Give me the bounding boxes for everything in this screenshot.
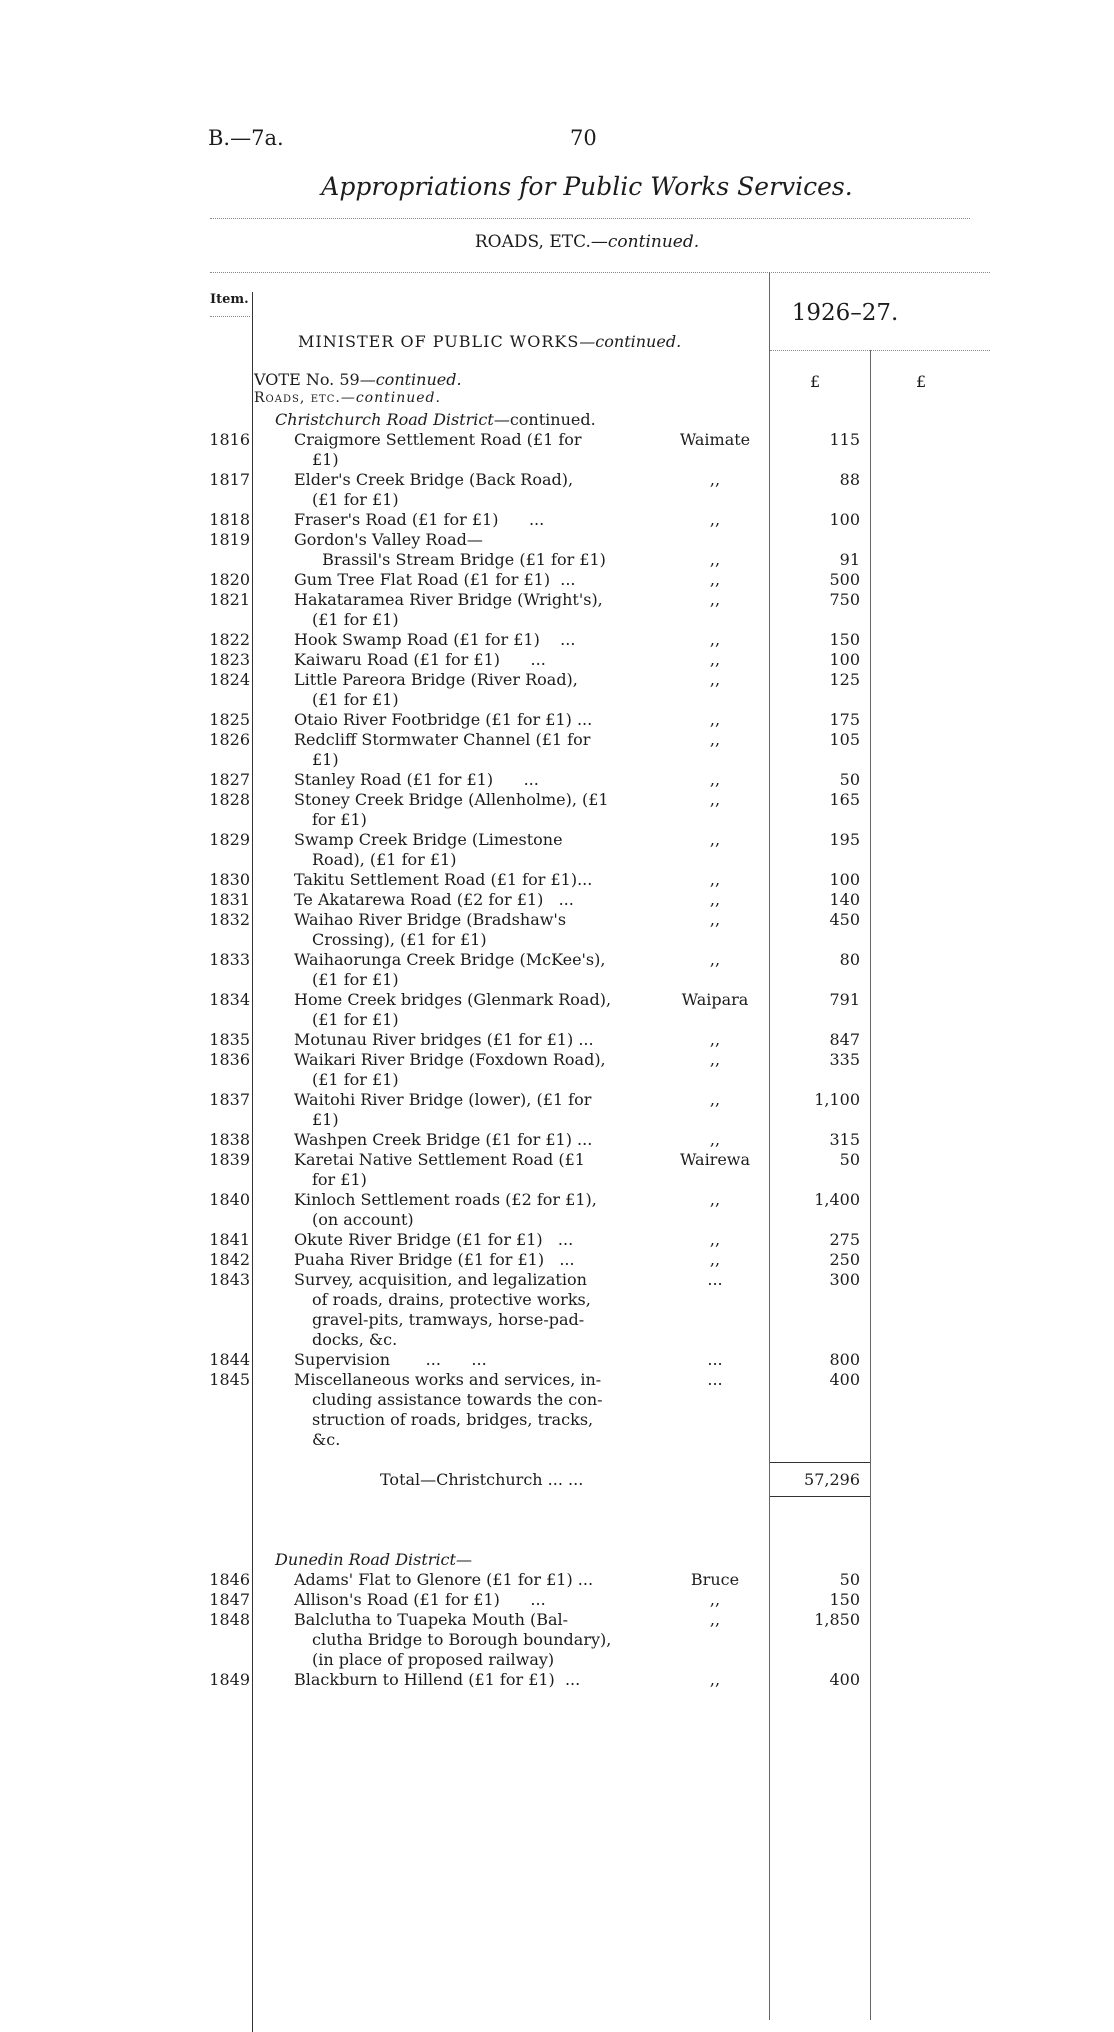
item-amount: 1,850 <box>814 1610 860 1629</box>
item-amount: 500 <box>829 570 860 589</box>
item-description <box>294 990 634 1030</box>
item-description <box>294 790 634 830</box>
item-amount: 100 <box>829 650 860 669</box>
item-locality: ,, <box>709 770 721 789</box>
item-number: 1826 <box>209 730 250 749</box>
item-number: 1845 <box>209 1370 250 1389</box>
description-line: Craigmore Settlement Road (£1 for <box>294 430 582 449</box>
description-line: Elder's Creek Bridge (Back Road), <box>294 470 574 489</box>
description-line: (£1 for £1) <box>312 610 399 629</box>
item-description <box>294 890 634 910</box>
item-description <box>294 910 634 950</box>
description-line: £1) <box>312 450 339 469</box>
item-locality: ,, <box>709 730 721 749</box>
item-number: 1829 <box>209 830 250 849</box>
total-top-rule <box>770 1462 870 1463</box>
description-line: Brassil's Stream Bridge (£1 for £1) <box>312 550 606 569</box>
section-heading-label: ROADS, ETC. <box>474 232 591 252</box>
page-title: Appropriations for Public Works Services. <box>321 172 853 201</box>
item-number: 1818 <box>209 510 250 529</box>
item-description <box>294 1230 634 1250</box>
description-line: clutha Bridge to Borough boundary), <box>312 1630 612 1649</box>
description-line: Allison's Road (£1 for £1) ... <box>294 1590 546 1609</box>
minister-label: MINISTER OF PUBLIC WORKS <box>298 332 580 351</box>
item-description <box>294 430 634 470</box>
item-locality: ,, <box>709 1250 721 1269</box>
description-line: for £1) <box>312 810 367 829</box>
item-locality: ,, <box>709 950 721 969</box>
description-line: Little Pareora Bridge (River Road), <box>294 670 578 689</box>
vote-label: VOTE No. 59 <box>254 370 360 389</box>
item-amount: 50 <box>839 1570 860 1589</box>
item-locality: ,, <box>709 1050 721 1069</box>
description-line: Kinloch Settlement roads (£2 for £1), <box>294 1190 597 1209</box>
item-description <box>294 710 634 730</box>
item-number: 1848 <box>209 1610 250 1629</box>
description-line: Waihaorunga Creek Bridge (McKee's), <box>294 950 606 969</box>
item-locality: ,, <box>709 870 721 889</box>
description-line: Balclutha to Tuapeka Mouth (Bal- <box>294 1610 569 1629</box>
item-amount: 88 <box>839 470 860 489</box>
item-description <box>294 1670 634 1690</box>
item-amount: 100 <box>829 510 860 529</box>
total-amount: 57,296 <box>804 1470 860 1489</box>
item-number: 1842 <box>209 1250 250 1269</box>
item-number: 1825 <box>209 710 250 729</box>
district-heading-dunedin <box>275 1550 472 1569</box>
item-number: 1823 <box>209 650 250 669</box>
item-amount: 335 <box>829 1050 860 1069</box>
item-amount: 125 <box>829 670 860 689</box>
item-amount: 791 <box>829 990 860 1009</box>
item-locality: Bruce <box>690 1570 740 1589</box>
item-locality: ,, <box>709 670 721 689</box>
roads-heading <box>254 390 441 406</box>
item-number: 1820 <box>209 570 250 589</box>
page-number: 70 <box>570 126 597 150</box>
description-line: Survey, acquisition, and legalization <box>294 1270 587 1289</box>
total-label: Total—Christchurch ... ... <box>380 1470 584 1489</box>
description-line: docks, &c. <box>312 1330 398 1349</box>
item-locality: ,, <box>709 1030 721 1049</box>
item-description <box>294 570 634 590</box>
item-description <box>294 510 634 530</box>
item-number: 1832 <box>209 910 250 929</box>
pound-unit-1: £ <box>810 372 821 391</box>
district-name: Christchurch Road District <box>275 410 494 429</box>
description-line: Motunau River bridges (£1 for £1) ... <box>294 1030 594 1049</box>
item-number: 1836 <box>209 1050 250 1069</box>
district-suffix: —continued. <box>493 410 596 429</box>
amount-column-divider <box>870 350 871 2020</box>
item-amount: 750 <box>829 590 860 609</box>
item-locality: ,, <box>709 1590 721 1609</box>
description-line: £1) <box>312 750 339 769</box>
item-locality: ... <box>707 1270 723 1289</box>
item-amount: 100 <box>829 870 860 889</box>
item-description <box>294 590 634 630</box>
item-amount: 847 <box>829 1030 860 1049</box>
item-amount: 400 <box>829 1670 860 1689</box>
item-amount: 1,100 <box>814 1090 860 1109</box>
description-line: £1) <box>312 1110 339 1129</box>
item-amount: 115 <box>829 430 860 449</box>
item-locality: ,, <box>709 710 721 729</box>
item-number: 1824 <box>209 670 250 689</box>
roads-label: Roads, etc. <box>254 390 341 406</box>
item-amount: 1,400 <box>814 1190 860 1209</box>
item-description <box>294 630 634 650</box>
item-locality: ,, <box>709 1670 721 1689</box>
item-number: 1841 <box>209 1230 250 1249</box>
item-amount: 250 <box>829 1250 860 1269</box>
item-number: 1828 <box>209 790 250 809</box>
item-locality: ,, <box>709 550 721 569</box>
item-locality: ,, <box>709 890 721 909</box>
description-line: Swamp Creek Bridge (Limestone <box>294 830 563 849</box>
item-description <box>294 1090 634 1130</box>
item-number: 1837 <box>209 1090 250 1109</box>
item-description <box>294 1150 634 1190</box>
item-amount: 50 <box>839 770 860 789</box>
description-line: (£1 for £1) <box>312 1010 399 1029</box>
description-line: Gum Tree Flat Road (£1 for £1) ... <box>294 570 576 589</box>
item-column-divider <box>252 292 253 2032</box>
description-line: Hakataramea River Bridge (Wright's), <box>294 590 603 609</box>
description-line: Blackburn to Hillend (£1 for £1) ... <box>294 1670 581 1689</box>
description-line: Te Akatarewa Road (£2 for £1) ... <box>294 890 574 909</box>
item-amount: 195 <box>829 830 860 849</box>
section-heading-continued: —continued. <box>590 232 700 252</box>
item-locality: ,, <box>709 910 721 929</box>
description-line: &c. <box>312 1430 341 1449</box>
item-locality: ,, <box>709 470 721 489</box>
item-number: 1835 <box>209 1030 250 1049</box>
description-line: of roads, drains, protective works, <box>312 1290 591 1309</box>
description-line: Stanley Road (£1 for £1) ... <box>294 770 539 789</box>
item-number: 1843 <box>209 1270 250 1289</box>
description-line: Karetai Native Settlement Road (£1 <box>294 1150 585 1169</box>
item-number: 1831 <box>209 890 250 909</box>
item-number: 1838 <box>209 1130 250 1149</box>
item-amount: 315 <box>829 1130 860 1149</box>
description-line: Washpen Creek Bridge (£1 for £1) ... <box>294 1130 593 1149</box>
item-description <box>294 1570 634 1590</box>
item-number: 1827 <box>209 770 250 789</box>
item-locality: Wairewa <box>679 1150 751 1169</box>
item-number: 1833 <box>209 950 250 969</box>
section-heading <box>0 232 1114 252</box>
item-amount: 165 <box>829 790 860 809</box>
item-amount: 450 <box>829 910 860 929</box>
year-header-rule <box>770 350 990 351</box>
item-locality: ,, <box>709 590 721 609</box>
item-description <box>294 470 634 510</box>
description-line: Takitu Settlement Road (£1 for £1)... <box>294 870 593 889</box>
item-amount: 175 <box>829 710 860 729</box>
item-amount: 91 <box>839 550 860 569</box>
item-number: 1822 <box>209 630 250 649</box>
item-amount: 300 <box>829 1270 860 1289</box>
roads-continued: —continued. <box>340 390 441 406</box>
item-amount: 275 <box>829 1230 860 1249</box>
description-line: (in place of proposed railway) <box>312 1650 555 1669</box>
description-line: cluding assistance towards the con- <box>312 1390 603 1409</box>
item-number: 1834 <box>209 990 250 1009</box>
item-number: 1821 <box>209 590 250 609</box>
item-description <box>294 1250 634 1270</box>
item-amount: 105 <box>829 730 860 749</box>
description-line: Kaiwaru Road (£1 for £1) ... <box>294 650 546 669</box>
item-number: 1839 <box>209 1150 250 1169</box>
item-amount: 140 <box>829 890 860 909</box>
pound-unit-2: £ <box>916 372 927 391</box>
column-header-year: 1926–27. <box>791 300 899 326</box>
item-amount: 150 <box>829 1590 860 1609</box>
title-divider <box>210 218 970 219</box>
district-name: Dunedin Road District— <box>275 1550 472 1569</box>
description-line: Okute River Bridge (£1 for £1) ... <box>294 1230 574 1249</box>
item-description <box>294 950 634 990</box>
item-description <box>294 650 634 670</box>
description-line: Waikari River Bridge (Foxdown Road), <box>294 1050 606 1069</box>
column-header-item: Item. <box>210 292 249 307</box>
description-line: Otaio River Footbridge (£1 for £1) ... <box>294 710 593 729</box>
description-line: (£1 for £1) <box>312 490 399 509</box>
description-line: Miscellaneous works and services, in- <box>294 1370 602 1389</box>
description-line: (£1 for £1) <box>312 970 399 989</box>
item-description <box>294 1190 634 1230</box>
item-description <box>294 1050 634 1090</box>
item-header-rule <box>210 316 250 317</box>
description-line: Home Creek bridges (Glenmark Road), <box>294 990 612 1009</box>
item-locality: ,, <box>709 1130 721 1149</box>
description-line: Waitohi River Bridge (lower), (£1 for <box>294 1090 592 1109</box>
description-line: for £1) <box>312 1170 367 1189</box>
district-heading-christchurch <box>275 410 596 429</box>
item-amount: 50 <box>839 1150 860 1169</box>
item-number: 1816 <box>209 430 250 449</box>
description-line: (£1 for £1) <box>312 690 399 709</box>
description-line: (on account) <box>312 1210 414 1229</box>
minister-continued: —continued. <box>579 332 682 351</box>
item-locality: Waipara <box>681 990 749 1009</box>
item-description <box>294 730 634 770</box>
item-locality: ,, <box>709 570 721 589</box>
item-locality: Waimate <box>679 430 751 449</box>
description-line: Gordon's Valley Road— <box>294 530 483 549</box>
item-number: 1840 <box>209 1190 250 1209</box>
item-number: 1830 <box>209 870 250 889</box>
item-locality: ,, <box>709 1610 721 1629</box>
description-line: gravel-pits, tramways, horse-pad- <box>312 1310 585 1329</box>
item-description <box>294 1590 634 1610</box>
item-number: 1819 <box>209 530 250 549</box>
item-amount: 400 <box>829 1370 860 1389</box>
description-line: Redcliff Stormwater Channel (£1 for <box>294 730 591 749</box>
vote-continued: —continued. <box>359 370 462 389</box>
item-amount: 150 <box>829 630 860 649</box>
item-description <box>294 1270 634 1350</box>
description-line: Adams' Flat to Glenore (£1 for £1) ... <box>294 1570 594 1589</box>
item-description <box>294 1130 634 1150</box>
vote-heading <box>254 370 462 389</box>
item-amount: 800 <box>829 1350 860 1369</box>
description-line: struction of roads, bridges, tracks, <box>312 1410 594 1429</box>
item-description <box>294 870 634 890</box>
table-top-rule <box>210 272 990 273</box>
description-line: Puaha River Bridge (£1 for £1) ... <box>294 1250 575 1269</box>
item-locality: ,, <box>709 1190 721 1209</box>
item-locality: ,, <box>709 630 721 649</box>
item-locality: ,, <box>709 1090 721 1109</box>
item-locality: ,, <box>709 830 721 849</box>
total-bottom-rule <box>770 1496 870 1497</box>
item-number: 1846 <box>209 1570 250 1589</box>
item-description <box>294 1610 634 1670</box>
item-locality: ,, <box>709 510 721 529</box>
item-locality: ... <box>707 1370 723 1389</box>
item-amount: 80 <box>839 950 860 969</box>
item-description <box>294 1350 634 1370</box>
description-line: Stoney Creek Bridge (Allenholme), (£1 <box>294 790 609 809</box>
item-locality: ,, <box>709 1230 721 1249</box>
item-description <box>294 1370 634 1450</box>
description-line: (£1 for £1) <box>312 1070 399 1089</box>
item-number: 1844 <box>209 1350 250 1369</box>
item-number: 1847 <box>209 1590 250 1609</box>
item-description <box>294 1030 634 1050</box>
document-reference: B.—7a. <box>208 126 284 150</box>
item-description <box>294 530 634 570</box>
description-line: Road), (£1 for £1) <box>312 850 457 869</box>
item-description <box>294 770 634 790</box>
item-description <box>294 830 634 870</box>
item-description <box>294 670 634 710</box>
description-line: Hook Swamp Road (£1 for £1) ... <box>294 630 576 649</box>
item-locality: ,, <box>709 650 721 669</box>
item-number: 1817 <box>209 470 250 489</box>
description-line: Supervision ... ... <box>294 1350 487 1369</box>
description-line: Crossing), (£1 for £1) <box>312 930 487 949</box>
item-locality: ... <box>707 1350 723 1369</box>
minister-heading <box>298 332 681 351</box>
item-locality: ,, <box>709 790 721 809</box>
description-line: Fraser's Road (£1 for £1) ... <box>294 510 545 529</box>
item-number: 1849 <box>209 1670 250 1689</box>
description-line: Waihao River Bridge (Bradshaw's <box>294 910 567 929</box>
